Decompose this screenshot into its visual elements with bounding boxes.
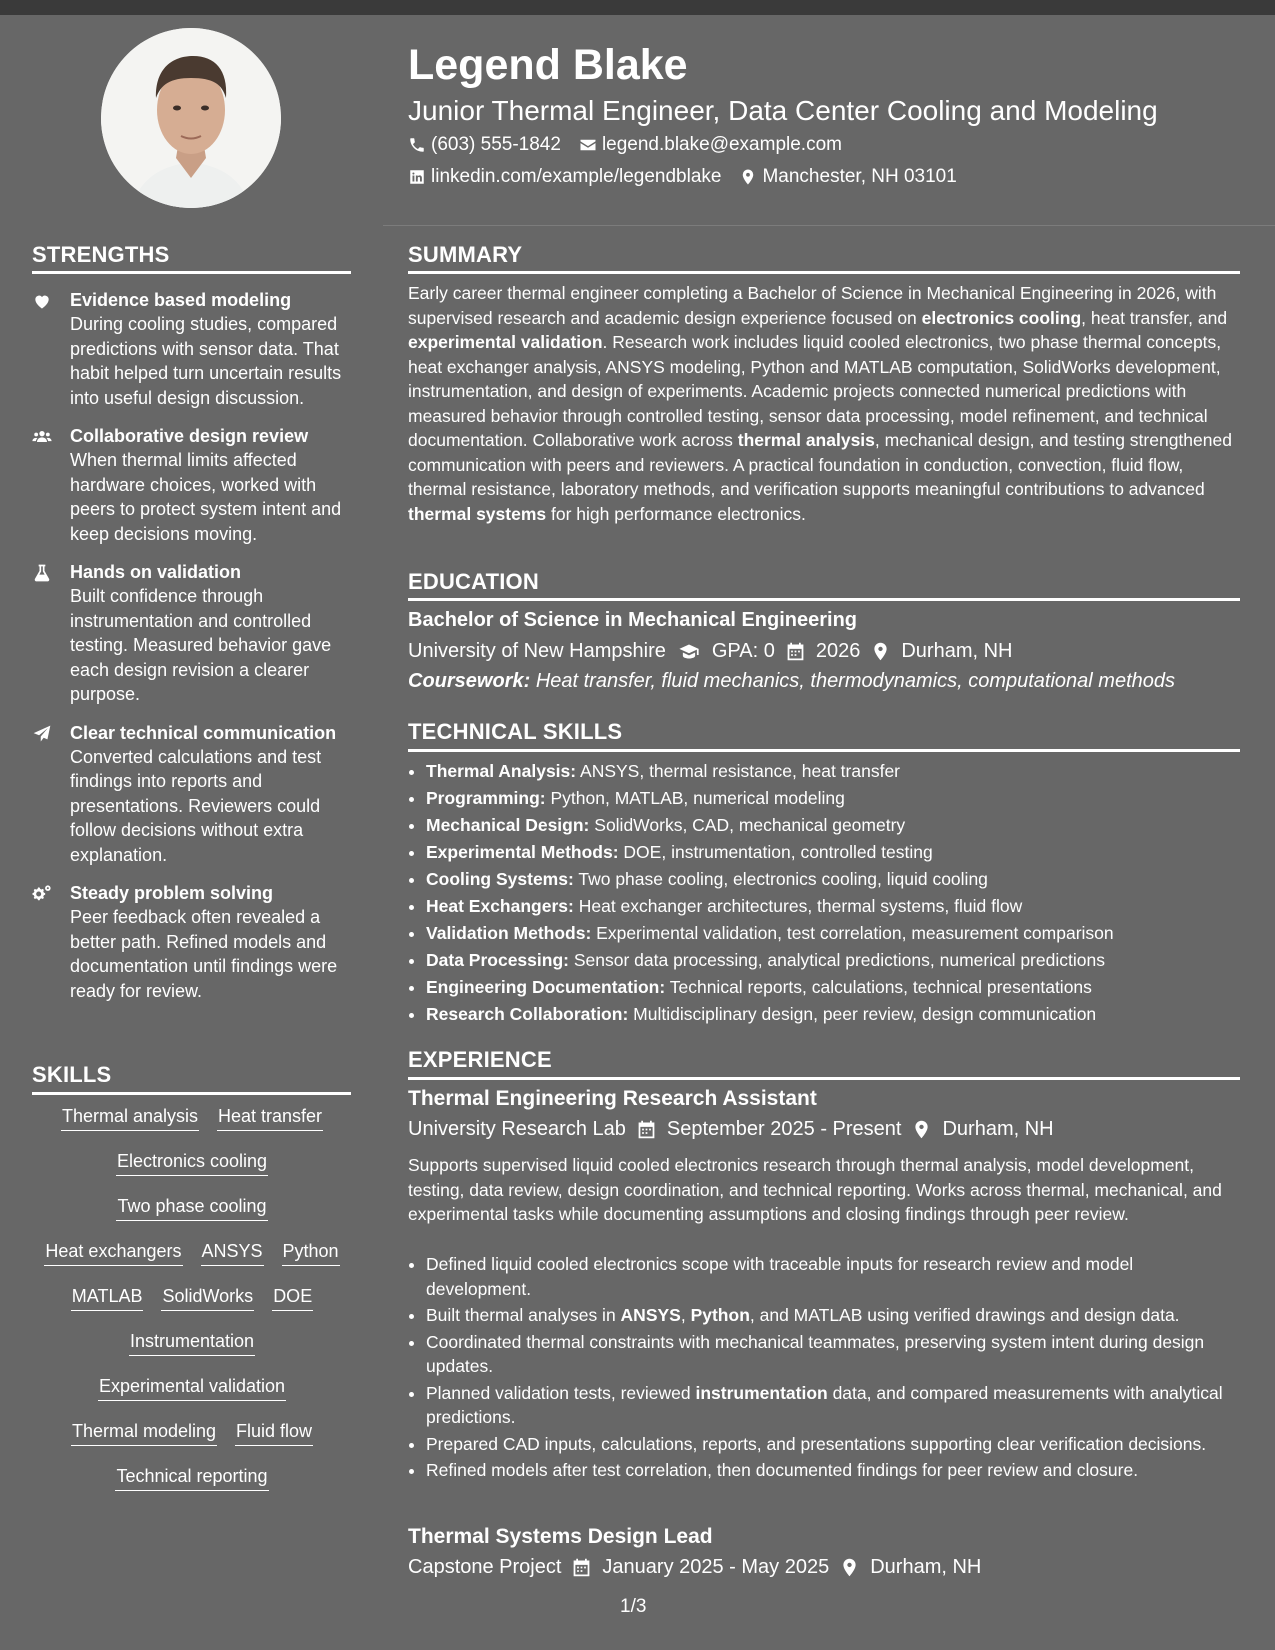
summary-text: Early career thermal engineer completing a Bachelor of Science in Mechanical Engineering in 2026, with supervised research and academic design experience focused on electronics cooling, heat transfer, and experimental validation. Research work includes liquid cooled electronics, two phase thermal concepts, heat exchanger analysis, ANSYS modeling, Python and MATLAB computation, SolidWorks development, instrumentation, and design of experiments. Academic projects connected numerical predictions with measured behavior through controlled testing, sensor data processing, model refinement, and technical documentation. Collaborative work across thermal analysis, mechanical design, and testing strengthened communication with peers and reviewers. A practical foundation in conduction, convection, fluid flow, thermal resistance, laboratory methods, and verification supports meaningful contributions to advanced thermal systems for high performance electronics. xyxy=(408,283,1232,524)
job-dates: January 2025 - May 2025 xyxy=(602,1556,830,1578)
skills-rule xyxy=(32,1092,351,1095)
skill-tag: Thermal analysis xyxy=(61,1104,199,1131)
list-item: • Experimental Methods: DOE, instrumentation, controlled testing xyxy=(426,839,1240,866)
phone-icon xyxy=(408,136,426,154)
strength-item xyxy=(32,424,352,546)
skill-tag: Heat exchangers xyxy=(44,1239,182,1266)
skill-tag: Electronics cooling xyxy=(116,1149,268,1176)
strength-item xyxy=(32,721,352,868)
job-bullets xyxy=(408,1252,1240,1485)
technical-skills-list xyxy=(408,758,1240,1028)
skills-cloud xyxy=(32,1104,352,1509)
contact-row-2 xyxy=(408,166,957,188)
users-icon xyxy=(32,427,52,447)
list-item: • Engineering Documentation: Technical reports, calculations, technical presentations xyxy=(426,974,1240,1001)
skill-tag: SolidWorks xyxy=(161,1284,254,1311)
summary-rule xyxy=(408,271,1240,274)
job-title: Junior Thermal Engineer, Data Center Cooling and Modeling xyxy=(408,95,1158,126)
skill-tag: DOE xyxy=(272,1284,313,1311)
list-item: • Programming: Python, MATLAB, numerical modeling xyxy=(426,785,1240,812)
school-name: University of New Hampshire xyxy=(408,640,666,662)
technical-skills-rule xyxy=(408,749,1240,752)
list-item: • Thermal Analysis: ANSYS, thermal resistance, heat transfer xyxy=(426,758,1240,785)
job-title-1: Thermal Engineering Research Assistant xyxy=(408,1087,817,1110)
list-item: • Data Processing: Sensor data processing, analytical predictions, numerical predictions xyxy=(426,947,1240,974)
calendar-icon xyxy=(785,641,806,662)
job-location: Durham, NH xyxy=(942,1118,1054,1140)
calendar-icon xyxy=(571,1557,592,1578)
skill-tag: Fluid flow xyxy=(235,1419,313,1446)
email-icon xyxy=(579,136,597,154)
strength-text: Converted calculations and test findings into reports and presentations. Reviewers could follow decisions without extra explanation. xyxy=(70,746,322,865)
location-pin-icon xyxy=(911,1119,932,1140)
degree-title: Bachelor of Science in Mechanical Engineering xyxy=(408,609,858,631)
list-item: • Prepared CAD inputs, calculations, reports, and presentations supporting clear verification decisions. xyxy=(426,1432,1240,1457)
strengths-heading: STRENGTHS xyxy=(32,242,170,267)
strengths-list xyxy=(32,288,352,1017)
email-link[interactable]: legend.blake@example.com xyxy=(601,134,842,155)
candidate-name: Legend Blake xyxy=(408,41,688,89)
profile-photo xyxy=(101,28,281,208)
strength-title: Clear technical communication xyxy=(70,722,337,743)
strength-text: During cooling studies, compared predictions with sensor data. That habit helped turn uncertain results into useful design discussion. xyxy=(70,314,342,408)
header-divider xyxy=(383,225,1275,226)
skill-tag: Heat transfer xyxy=(217,1104,323,1131)
strengths-rule xyxy=(32,271,351,274)
linkedin-icon xyxy=(408,168,426,186)
list-item: • Refined models after test correlation, then documented findings for peer review and closure. xyxy=(426,1458,1240,1483)
skill-tag: Python xyxy=(282,1239,340,1266)
location-pin-icon xyxy=(870,641,891,662)
job-location: Durham, NH xyxy=(870,1556,982,1578)
summary-heading: SUMMARY xyxy=(408,242,523,267)
job-dates: September 2025 - Present xyxy=(666,1118,902,1140)
flask-icon xyxy=(32,563,52,583)
gears-icon xyxy=(32,884,52,904)
experience-heading: EXPERIENCE xyxy=(408,1047,552,1072)
list-item: • Cooling Systems: Two phase cooling, electronics cooling, liquid cooling xyxy=(426,866,1240,893)
list-item: • Heat Exchangers: Heat exchanger architectures, thermal systems, fluid flow xyxy=(426,893,1240,920)
location-text: Manchester, NH 03101 xyxy=(762,166,957,187)
skill-tag: Two phase cooling xyxy=(116,1194,267,1221)
list-item: • Built thermal analyses in ANSYS, Python, and MATLAB using verified drawings and design data. xyxy=(426,1303,1240,1328)
strength-text: Peer feedback often revealed a better path. Refined models and documentation until findings were ready for review. xyxy=(70,907,338,1001)
location-pin-icon xyxy=(739,168,757,186)
skill-tag: MATLAB xyxy=(71,1284,144,1311)
skills-heading: SKILLS xyxy=(32,1062,112,1087)
skill-tag: Experimental validation xyxy=(98,1374,286,1401)
skill-tag: Thermal modeling xyxy=(71,1419,217,1446)
list-item: • Planned validation tests, reviewed instrumentation data, and compared measurements with analytical predictions. xyxy=(426,1381,1240,1430)
gpa-text: GPA: 0 xyxy=(711,640,775,662)
skill-tag: ANSYS xyxy=(201,1239,264,1266)
list-item: • Validation Methods: Experimental validation, test correlation, measurement comparison xyxy=(426,920,1240,947)
job-description: Supports supervised liquid cooled electronics research through thermal analysis, model development, testing, data review, design coordination, and technical reporting. Works across thermal, mechanical, and experimental tasks while documenting assumptions and closing findings through peer review. xyxy=(408,1155,1222,1224)
education-location: Durham, NH xyxy=(901,640,1013,662)
paper-plane-icon xyxy=(32,724,52,744)
heart-icon xyxy=(32,291,52,311)
job-org: Capstone Project xyxy=(408,1556,562,1578)
linkedin-link[interactable]: linkedin.com/example/legendblake xyxy=(431,166,722,187)
calendar-icon xyxy=(636,1119,657,1140)
location-pin-icon xyxy=(839,1557,860,1578)
education-rule xyxy=(408,598,1240,601)
graduation-year: 2026 xyxy=(815,640,861,662)
job-meta-2 xyxy=(408,1556,1240,1579)
list-item: • Research Collaboration: Multidisciplinary design, peer review, design communication xyxy=(426,1001,1240,1028)
strength-text: When thermal limits affected hardware choices, worked with peers to protect system intent and keep decisions moving. xyxy=(70,450,342,544)
page-number: 1/3 xyxy=(620,1596,647,1617)
skill-tag: Instrumentation xyxy=(129,1329,255,1356)
strength-item xyxy=(32,560,352,707)
coursework: Coursework: Heat transfer, fluid mechanics, thermodynamics, computational methods xyxy=(408,670,1176,692)
list-item: • Coordinated thermal constraints with mechanical teammates, preserving system intent during design updates. xyxy=(426,1330,1240,1379)
job-org: University Research Lab xyxy=(408,1118,626,1140)
strength-title: Collaborative design review xyxy=(70,426,309,446)
experience-rule xyxy=(408,1077,1240,1080)
strength-item xyxy=(32,288,352,410)
education-meta xyxy=(408,640,1240,663)
list-item: • Mechanical Design: SolidWorks, CAD, mechanical geometry xyxy=(426,812,1240,839)
education-heading: EDUCATION xyxy=(408,569,539,594)
phone-text: (603) 555-1842 xyxy=(431,134,561,155)
job-title-2: Thermal Systems Design Lead xyxy=(408,1525,713,1548)
strength-title: Evidence based modeling xyxy=(70,290,292,310)
job-meta-1 xyxy=(408,1118,1240,1141)
strength-item xyxy=(32,881,352,1003)
skill-tag: Technical reporting xyxy=(115,1464,268,1491)
top-bar xyxy=(0,0,1275,15)
graduation-cap-icon xyxy=(676,641,702,662)
list-item: • Defined liquid cooled electronics scope with traceable inputs for research review and model development. xyxy=(426,1252,1240,1301)
strength-title: Steady problem solving xyxy=(70,883,274,903)
strength-title: Hands on validation xyxy=(70,562,242,582)
strength-text: Built confidence through instrumentation and controlled testing. Measured behavior gave each design revision a clearer purpose. xyxy=(70,586,332,704)
technical-skills-heading: TECHNICAL SKILLS xyxy=(408,719,623,744)
contact-row-1 xyxy=(408,134,842,156)
